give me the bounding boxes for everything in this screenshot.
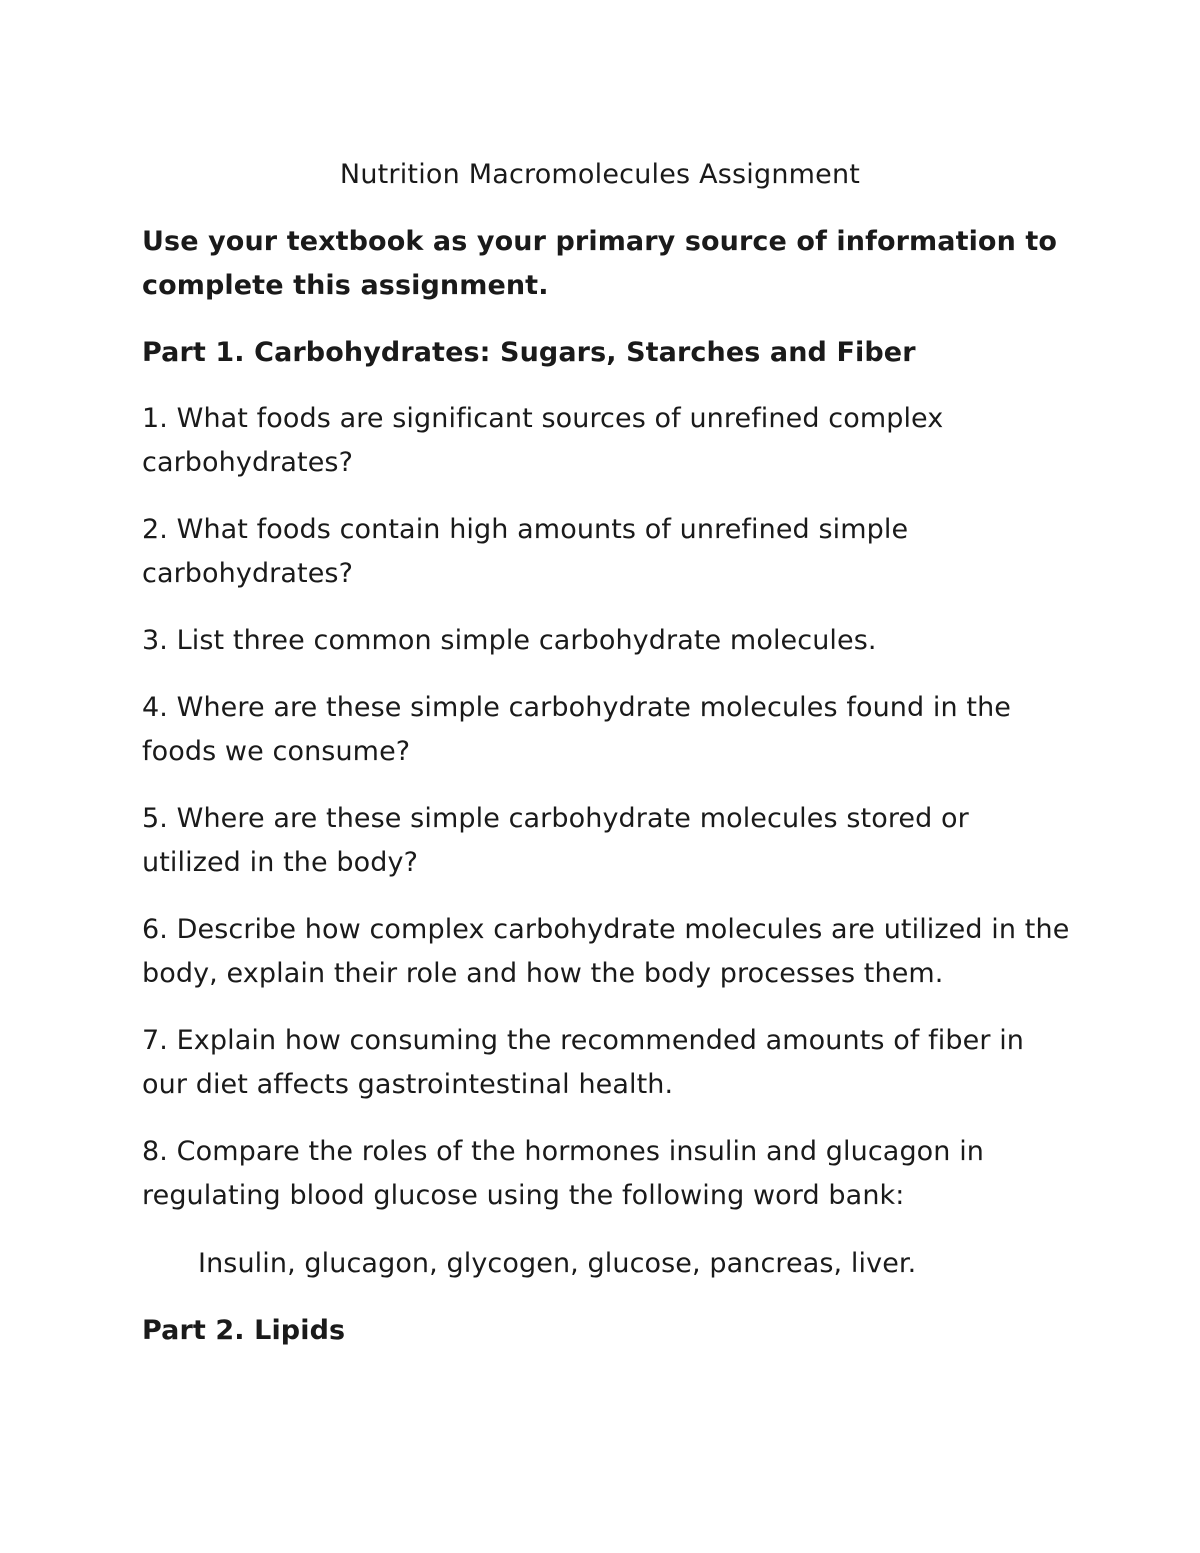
question-7: 7. Explain how consuming the recommended amounts of fiber in our diet affects gastrointestinal health.: [142, 1025, 1025, 1100]
question-4: 4. Where are these simple carbohydrate molecules found in the foods we consume?: [142, 692, 1012, 767]
page-title: Nutrition Macromolecules Assignment: [339, 159, 861, 190]
question-1: 1. What foods are significant sources of unrefined complex carbohydrates?: [142, 403, 944, 478]
question-8: 8. Compare the roles of the hormones insulin and glucagon in regulating blood glucose using the following word bank:: [142, 1136, 985, 1211]
part-1-heading: Part 1. Carbohydrates: Sugars, Starches and Fiber: [142, 337, 916, 368]
part-2-heading: Part 2. Lipids: [142, 1315, 346, 1346]
question-5: 5. Where are these simple carbohydrate molecules stored or utilized in the body?: [142, 803, 969, 878]
instructions-text: Use your textbook as your primary source of information to complete this assignment.: [142, 226, 1058, 301]
question-3: 3. List three common simple carbohydrate molecules.: [142, 625, 877, 656]
word-bank: Insulin, glucagon, glycogen, glucose, pancreas, liver.: [198, 1248, 917, 1279]
question-2: 2. What foods contain high amounts of unrefined simple carbohydrates?: [142, 514, 909, 589]
question-6: 6. Describe how complex carbohydrate molecules are utilized in the body, explain their role and how the body processes them.: [142, 914, 1070, 989]
